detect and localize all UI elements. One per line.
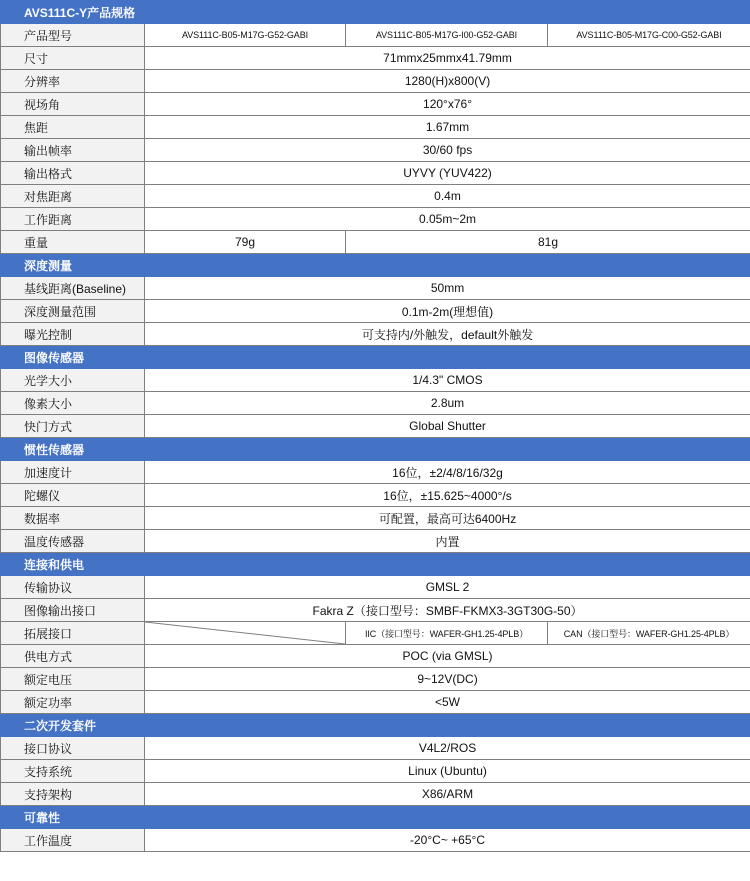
section-header: 连接和供电: [1, 553, 750, 576]
spec-label: 接口协议: [1, 737, 145, 760]
spec-label: 输出帧率: [1, 139, 145, 162]
table-row: [1, 277, 750, 300]
table-row: [1, 93, 750, 116]
spec-label: 重量: [1, 231, 145, 254]
spec-label: 图像输出接口: [1, 599, 145, 622]
table-row: [1, 24, 750, 47]
spec-label: 输出格式: [1, 162, 145, 185]
section-header-row: [1, 346, 750, 369]
section-header-row: [1, 438, 750, 461]
table-row: [1, 300, 750, 323]
spec-label: 分辨率: [1, 70, 145, 93]
page-title: AVS111C-Y产品规格: [1, 1, 750, 24]
spec-value: AVS111C-B05-M17G-C00-G52-GABI: [548, 24, 750, 47]
spec-value: -20°C~ +65°C: [145, 829, 750, 852]
spec-value: 0.1m-2m(理想值): [145, 300, 750, 323]
table-row: [1, 645, 750, 668]
spec-value: POC (via GMSL): [145, 645, 750, 668]
spec-value: GMSL 2: [145, 576, 750, 599]
spec-value: 71mmx25mmx41.79mm: [145, 47, 750, 70]
section-header: 图像传感器: [1, 346, 750, 369]
spec-value: 79g: [145, 231, 346, 254]
spec-label: 供电方式: [1, 645, 145, 668]
spec-value: 1/4.3" CMOS: [145, 369, 750, 392]
spec-value: 内置: [145, 530, 750, 553]
spec-label: 支持架构: [1, 783, 145, 806]
spec-value: 2.8um: [145, 392, 750, 415]
spec-label: 加速度计: [1, 461, 145, 484]
spec-label: 温度传感器: [1, 530, 145, 553]
spec-value: 0.4m: [145, 185, 750, 208]
spec-value: CAN（接口型号：WAFER-GH1.25-4PLB）: [548, 622, 750, 645]
spec-label: 拓展接口: [1, 622, 145, 645]
spec-value: 81g: [346, 231, 750, 254]
spec-value: Fakra Z（接口型号：SMBF-FKMX3-3GT30G-50）: [145, 599, 750, 622]
table-row: [1, 461, 750, 484]
spec-label: 深度测量范围: [1, 300, 145, 323]
spec-label: 支持系统: [1, 760, 145, 783]
spec-value: UYVY (YUV422): [145, 162, 750, 185]
table-row: [1, 139, 750, 162]
diagonal-line: [145, 622, 345, 644]
table-row: [1, 783, 750, 806]
section-header: 二次开发套件: [1, 714, 750, 737]
section-header-row: [1, 714, 750, 737]
spec-label: 光学大小: [1, 369, 145, 392]
spec-value: 16位，±15.625~4000°/s: [145, 484, 750, 507]
spec-label: 视场角: [1, 93, 145, 116]
spec-value: 16位，±2/4/8/16/32g: [145, 461, 750, 484]
table-row: [1, 829, 750, 852]
spec-label: 尺寸: [1, 47, 145, 70]
section-header: 可靠性: [1, 806, 750, 829]
table-row: [1, 737, 750, 760]
table-row: [1, 691, 750, 714]
spec-value: 120°x76°: [145, 93, 750, 116]
table-row: [1, 507, 750, 530]
spec-value: Global Shutter: [145, 415, 750, 438]
spec-value: 可配置，最高可达6400Hz: [145, 507, 750, 530]
spec-label: 产品型号: [1, 24, 145, 47]
table-row: [1, 760, 750, 783]
spec-value: 1.67mm: [145, 116, 750, 139]
spec-value: 0.05m~2m: [145, 208, 750, 231]
spec-value: <5W: [145, 691, 750, 714]
spec-value: V4L2/ROS: [145, 737, 750, 760]
table-row: [1, 231, 750, 254]
spec-label: 额定电压: [1, 668, 145, 691]
spec-value: 30/60 fps: [145, 139, 750, 162]
spec-value: 可支持内/外触发，default外触发: [145, 323, 750, 346]
spec-label: 工作距离: [1, 208, 145, 231]
spec-value: IIC（接口型号：WAFER-GH1.25-4PLB）: [346, 622, 548, 645]
spec-label: 工作温度: [1, 829, 145, 852]
spec-label: 陀螺仪: [1, 484, 145, 507]
spec-label: 焦距: [1, 116, 145, 139]
empty-diagonal-cell: [145, 622, 346, 645]
spec-label: 额定功率: [1, 691, 145, 714]
section-header-row: [1, 806, 750, 829]
table-row: [1, 668, 750, 691]
spec-label: 曝光控制: [1, 323, 145, 346]
spec-label: 像素大小: [1, 392, 145, 415]
table-row: [1, 599, 750, 622]
spec-value: 1280(H)x800(V): [145, 70, 750, 93]
section-header: 深度测量: [1, 254, 750, 277]
spec-value: 9~12V(DC): [145, 668, 750, 691]
spec-label: 数据率: [1, 507, 145, 530]
spec-label: 传输协议: [1, 576, 145, 599]
table-row: [1, 185, 750, 208]
table-row: [1, 116, 750, 139]
table-row: [1, 392, 750, 415]
table-row: [1, 162, 750, 185]
section-header: 惯性传感器: [1, 438, 750, 461]
table-row: [1, 208, 750, 231]
section-header-row: [1, 553, 750, 576]
table-row: [1, 415, 750, 438]
spec-value: X86/ARM: [145, 783, 750, 806]
title-row: [1, 1, 750, 24]
table-row: [1, 323, 750, 346]
spec-value: AVS111C-B05-M17G-I00-G52-GABI: [346, 24, 548, 47]
table-row: [1, 576, 750, 599]
spec-value: Linux (Ubuntu): [145, 760, 750, 783]
table-row: [1, 47, 750, 70]
spec-label: 对焦距离: [1, 185, 145, 208]
spec-label: 基线距离(Baseline): [1, 277, 145, 300]
table-row: [1, 369, 750, 392]
table-row: [1, 70, 750, 93]
spec-value: 50mm: [145, 277, 750, 300]
table-row: [1, 484, 750, 507]
table-row: [1, 530, 750, 553]
table-row: [1, 622, 750, 645]
spec-value: AVS111C-B05-M17G-G52-GABI: [145, 24, 346, 47]
section-header-row: [1, 254, 750, 277]
spec-label: 快门方式: [1, 415, 145, 438]
